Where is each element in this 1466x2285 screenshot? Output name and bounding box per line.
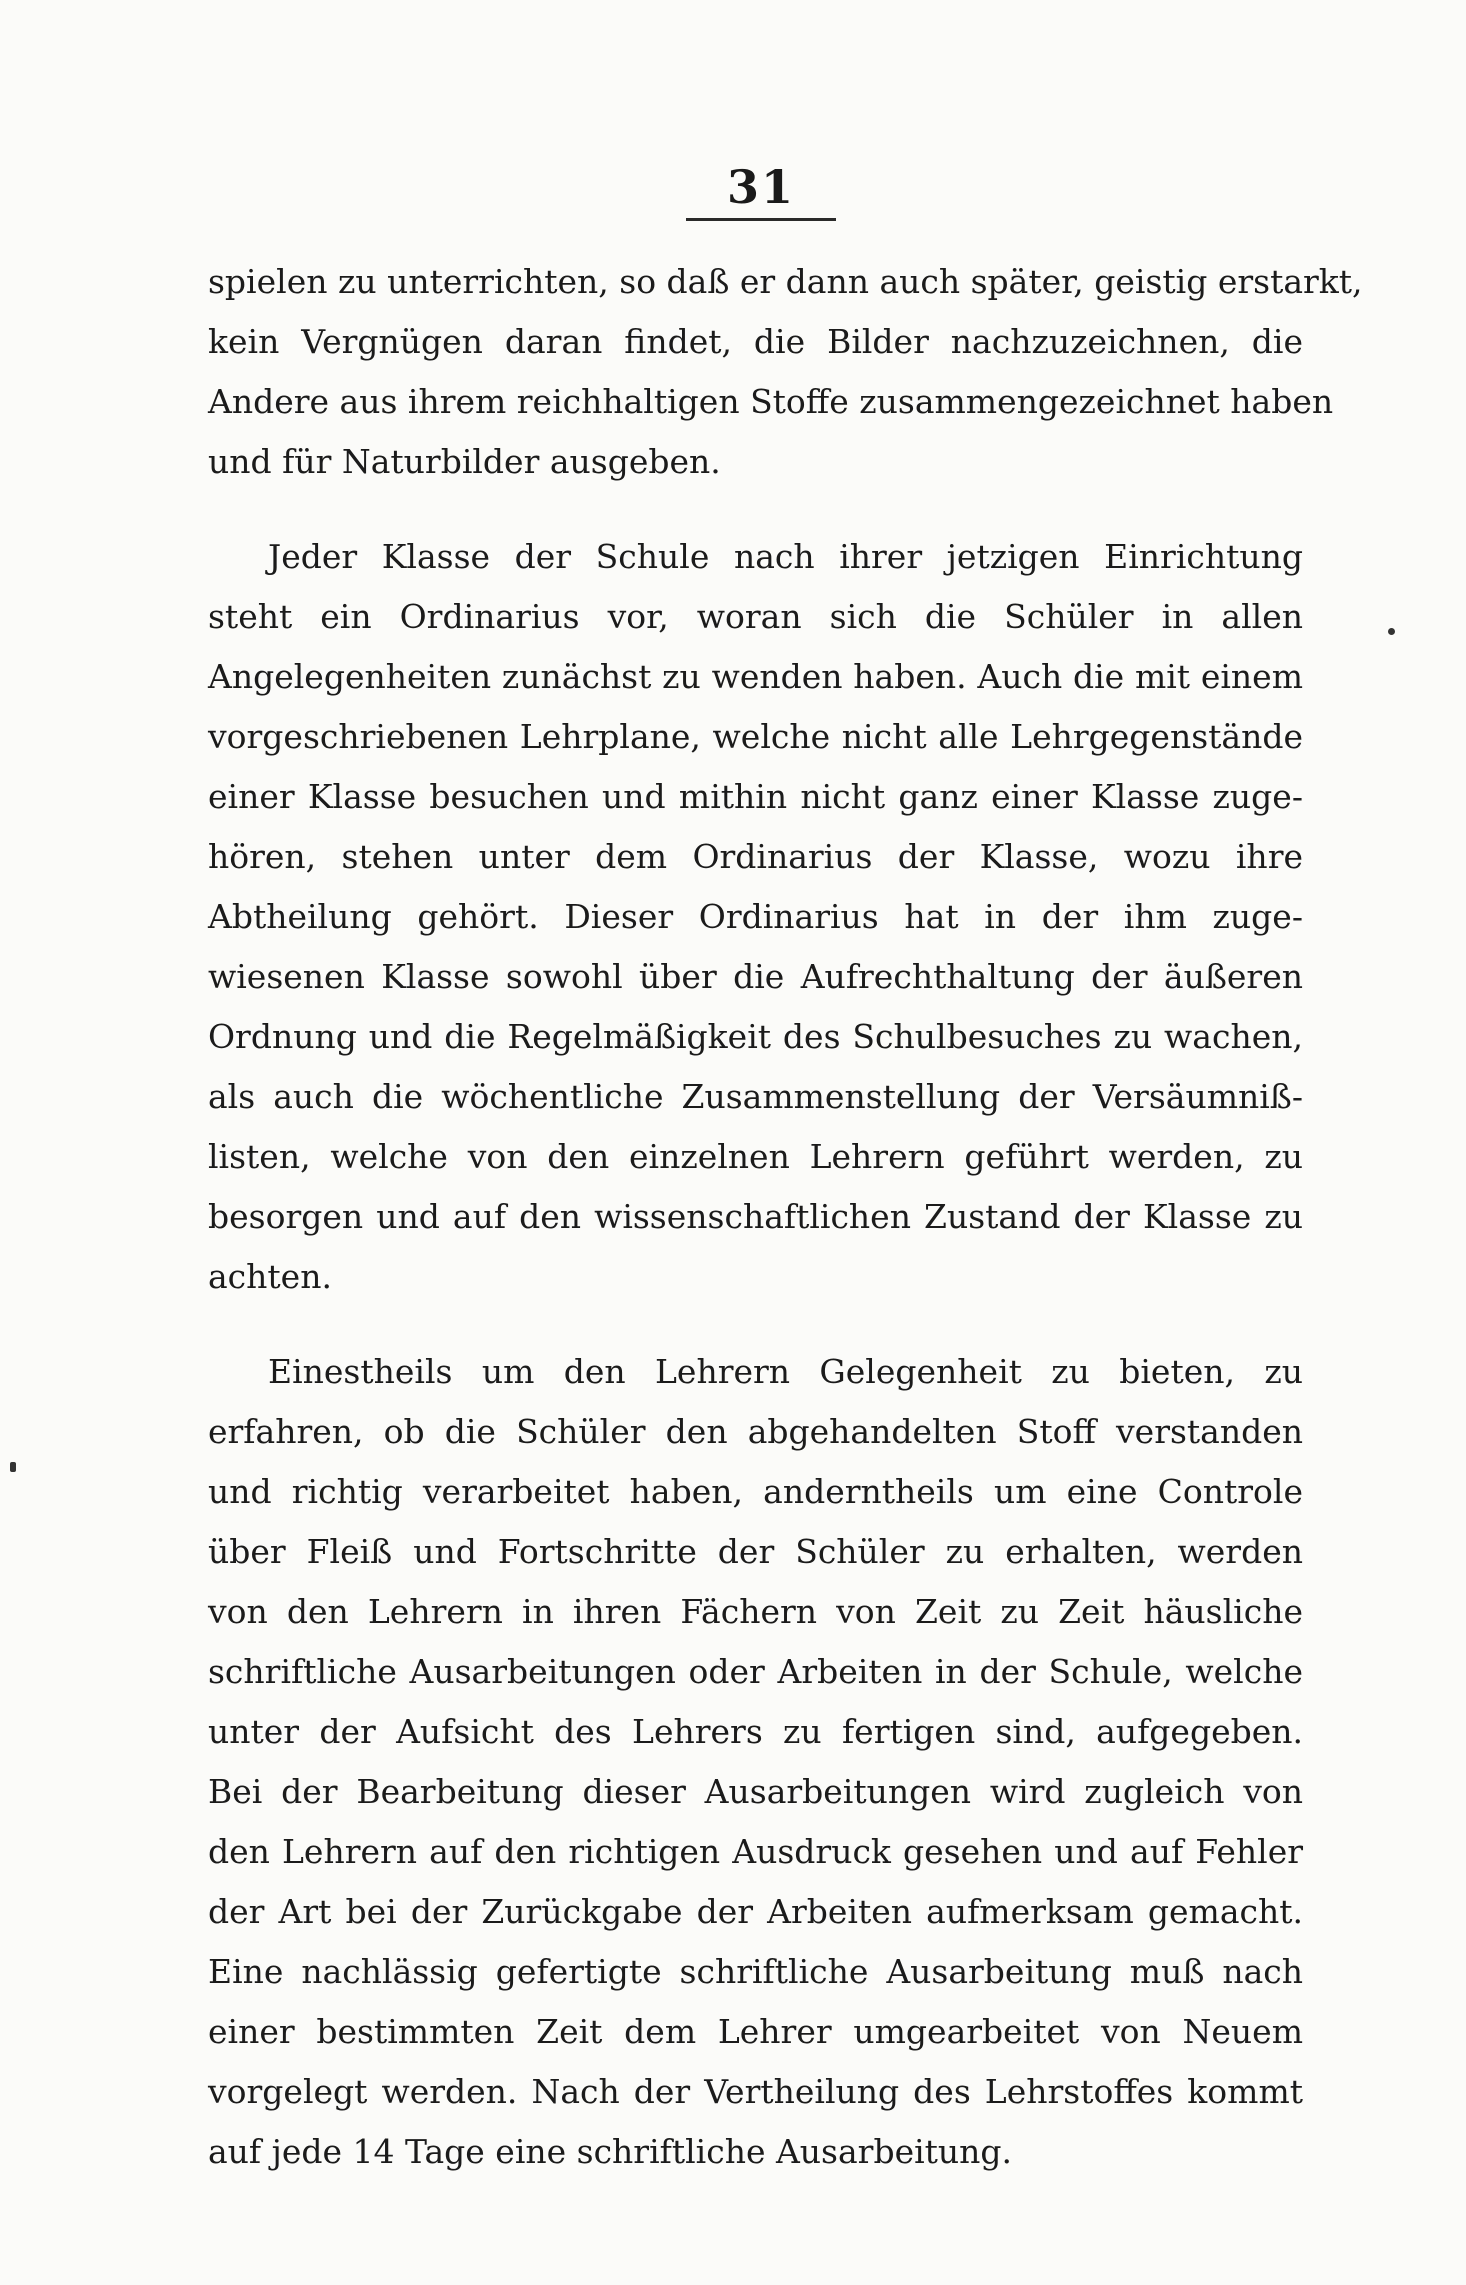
text-line: Andere aus ihrem reichhaltigen Stoffe zusammengezeichnet haben	[208, 382, 1334, 421]
text-line: Ordnung und die Regelmäßigkeit des Schulbesuches zu wachen,	[208, 1017, 1303, 1056]
print-speck	[10, 1462, 16, 1472]
text-line: von den Lehrern in ihren Fächern von Zeit zu Zeit häusliche	[208, 1592, 1303, 1631]
text-line: Abtheilung gehört. Dieser Ordinarius hat in der ihm zuge-	[208, 897, 1303, 936]
text-line: Einestheils um den Lehrern Gelegenheit zu bieten, zu	[268, 1352, 1303, 1391]
text-line: Jeder Klasse der Schule nach ihrer jetzigen Einrichtung	[268, 537, 1303, 576]
paragraph-gap	[208, 1307, 1303, 1342]
text-line: vorgelegt werden. Nach der Vertheilung des Lehrstoffes kommt	[208, 2072, 1303, 2111]
page-number: 31	[726, 160, 795, 214]
text-line: spielen zu unterrichten, so daß er dann auch später, geistig erstarkt,	[208, 262, 1363, 301]
text-line: Eine nachlässig gefertigte schriftliche Ausarbeitung muß nach	[208, 1952, 1303, 1991]
text-line: besorgen und auf den wissenschaftlichen Zustand der Klasse zu	[208, 1197, 1303, 1236]
text-line: auf jede 14 Tage eine schriftliche Ausarbeitung.	[208, 2132, 1013, 2171]
text-line: listen, welche von den einzelnen Lehrern geführt werden, zu	[208, 1137, 1303, 1176]
text-line: und für Naturbilder ausgeben.	[208, 442, 721, 481]
text-line: steht ein Ordinarius vor, woran sich die Schüler in allen	[208, 597, 1303, 636]
paragraph-1	[208, 252, 1363, 492]
text-line: über Fleiß und Fortschritte der Schüler zu erhalten, werden	[208, 1532, 1303, 1571]
text-line: wiesenen Klasse sowohl über die Aufrechthaltung der äußeren	[208, 957, 1303, 996]
paragraph-3	[208, 1342, 1303, 2182]
paragraph-2	[208, 527, 1303, 1307]
text-line: achten.	[208, 1257, 332, 1296]
text-line: Bei der Bearbeitung dieser Ausarbeitungen wird zugleich von	[208, 1772, 1303, 1811]
text-line: hören, stehen unter dem Ordinarius der Klasse, wozu ihre	[208, 837, 1303, 876]
text-line: Angelegenheiten zunächst zu wenden haben. Auch die mit einem	[208, 657, 1303, 696]
text-line: den Lehrern auf den richtigen Ausdruck gesehen und auf Fehler	[208, 1832, 1303, 1871]
text-line: erfahren, ob die Schüler den abgehandelten Stoff verstanden	[208, 1412, 1303, 1451]
text-line: als auch die wöchentliche Zusammenstellung der Versäumniß-	[208, 1077, 1303, 1116]
text-line: schriftliche Ausarbeitungen oder Arbeiten in der Schule, welche	[208, 1652, 1303, 1691]
page-number-rule	[686, 218, 836, 221]
print-speck	[1388, 628, 1395, 635]
text-line: einer Klasse besuchen und mithin nicht ganz einer Klasse zuge-	[208, 777, 1303, 816]
text-line: und richtig verarbeitet haben, anderntheils um eine Controle	[208, 1472, 1303, 1511]
body-text	[208, 252, 1363, 2182]
text-line: unter der Aufsicht des Lehrers zu fertigen sind, aufgegeben.	[208, 1712, 1303, 1751]
paragraph-gap	[208, 492, 1303, 527]
text-line: der Art bei der Zurückgabe der Arbeiten aufmerksam gemacht.	[208, 1892, 1303, 1931]
text-line: kein Vergnügen daran findet, die Bilder nachzuzeichnen, die	[208, 322, 1303, 361]
text-line: einer bestimmten Zeit dem Lehrer umgearbeitet von Neuem	[208, 2012, 1303, 2051]
text-line: vorgeschriebenen Lehrplane, welche nicht alle Lehrgegenstände	[208, 717, 1303, 756]
